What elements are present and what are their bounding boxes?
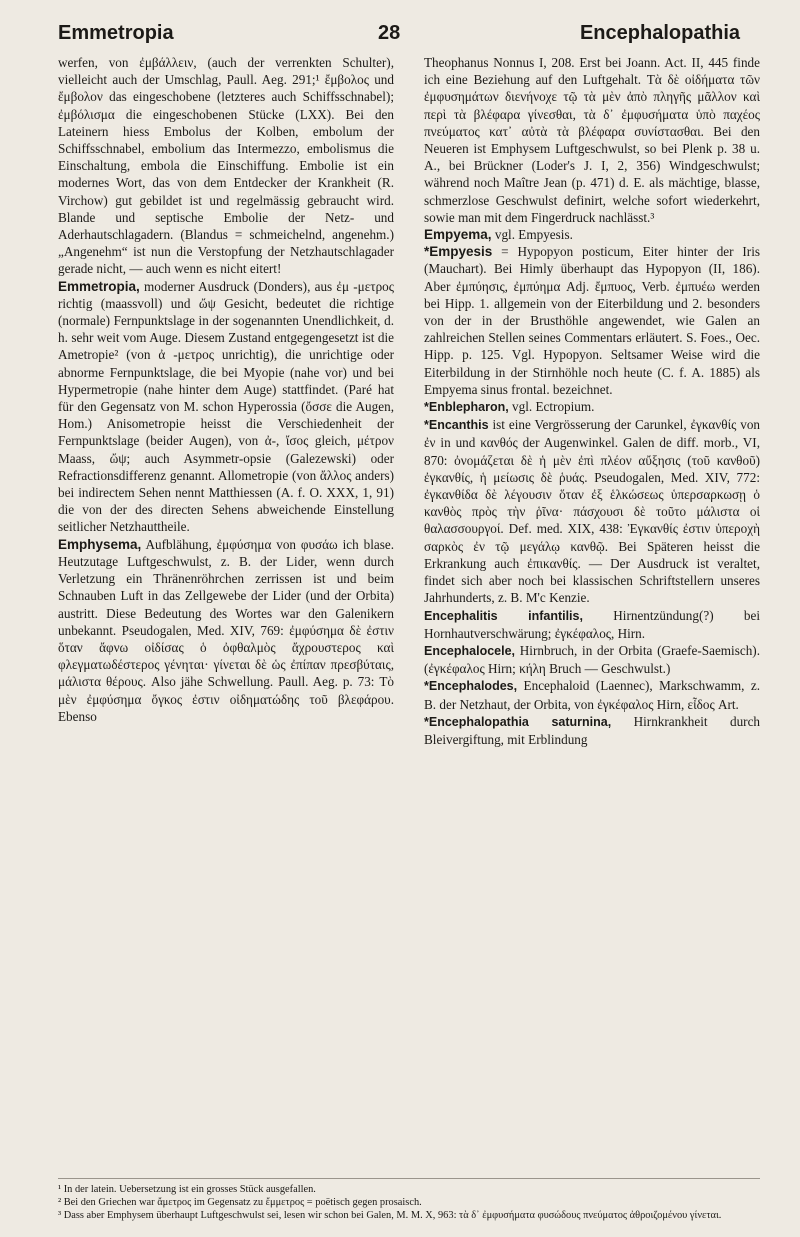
entry-head: Empyema, (424, 227, 492, 243)
header-left-term: Emmetropia (58, 22, 174, 44)
entry-emphysema (58, 536, 394, 725)
entry-continuation: werfen, von ἐμβάλλειν, (auch der verrenkten Schulter), vielleicht auch der Umschlag, Paull. Aeg. 291;¹ ἔμβολος und ἔμβολον das eingeschobene (letzteres auch Schiffsschnabel); ἐμβόλισμα die eingeschobenen Stücke (LXX). Bei den Lateinern hiess Embolus der Kolben, embolum der Schiffsschnabel, embolium das Intermezzo, embolismus die Einschaltung, embola die Einschiffung. Embolie ist ein modernes Wort, das von dem Entdecker der Krankheit (R. Virchow) gut gebildet ist und regelmässig gebraucht wird. Blande und septische Embolie der Netz- und Aderhautschlagadern. (Blandus = schmeichelnd, angenehm.) „Angenehm“ ist nun die Verstopfung der Netzhautschlagader gerade nicht, — auch wenn es nicht eitert! (58, 55, 394, 277)
entry-text: Encephaloid (Laennec), Markschwamm, z. B. der Netzhaut, der Orbita, von ἐγκέφαλος Hirn, εἶδος Art. (424, 678, 761, 712)
entry-head: Emphysema, (58, 536, 142, 552)
left-column (58, 54, 394, 725)
entry-head: Encephalitis infantilis, (424, 608, 583, 623)
entry-text: vgl. Ectropium. (512, 399, 595, 415)
right-column (424, 54, 760, 748)
entry-encephalodes (424, 677, 760, 712)
entry-head: *Encephalodes, (424, 679, 518, 694)
entry-text: Hirnkrankheit durch Bleivergiftung, mit Erblindung (424, 713, 761, 747)
running-header (58, 12, 760, 44)
entry-text: vgl. Empyesis. (494, 227, 573, 243)
entry-empyesis (424, 243, 760, 398)
entry-text: ist eine Vergrösserung der Carunkel, ἐγκανθίς von ἐν in und κανθός der Augenwinkel. Galen de diff. morb., VI, 870: ὀνομάζεται δὲ ἡ μὲν ἐπὶ πλέον αὔξησις (τοῦ κανθοῦ) ἐγκανθίς, ἡ μείωσις δὲ ῥυάς. Pseudogalen, Med. XIV, 772: ἐγκανθίδα δὲ λέγουσιν ὅταν ἐξ ἑλκώσεως ὑπερσαρκωσῃ ὁ κανθὸς πρὸς τὴν ῥῖνα· πάσχουσι δὲ τοῦτο μάλιστα οἱ θαλασσουργοί. Def. med. XIX, 438: Ἐγκανθίς ἐστιν ὑπεροχὴ σαρκὸς ἐν τῷ μεγάλῳ κανθῷ. Bei Späteren heisst die Erkrankung auch ἐπικανθίς. — Der Ausdruck ist veraltet, findet sich aber noch bei klassischen Schriftstellern unseres Jahrhunderts, z. B. M'c Kenzie. (424, 417, 761, 606)
entry-head: Encephalocele, (424, 643, 516, 658)
footnotes (58, 1178, 760, 1222)
footnote-3: ³ Dass aber Emphysem überhaupt Luftgeschwulst sei, lesen wir schon bei Galen, M. M. X, 963: τὰ δ᾽ ἐμφυσήματα φυσώδους πνεύματος ἀθροιζομένου γίνεται. (58, 1210, 722, 1221)
entry-encephalocele (424, 642, 760, 677)
entry-head: *Enblepharon, (424, 400, 509, 415)
entry-encephalopathia (424, 713, 760, 748)
entry-head: *Encephalopathia saturnina, (424, 714, 612, 729)
entry-enblepharon (424, 398, 760, 416)
entry-continuation: Theophanus Nonnus I, 208. Erst bei Joann. Act. II, 445 finde ich eine Beziehung auf den Luftgehalt. Τὰ δὲ οἰδήματα τῶν ἐμφυσημάτων διενήνοχε τῷ τὰ μὲν ἀπὸ πληγῆς μᾶλλον καὶ περὶ τὰ βλέφαρα γίνεσθαι, τὰ δ᾽ ἐμφυσήματα ὑπὸ παχέος πνεύματος κατ᾽ αὐτὰ τὰ βλέφαρα συνίστασθαι. Bei den Neueren ist Emphysem Luftgeschwulst, so bei Plenk p. 38 u. A., bei Brückner (Loder's J. I, 2, 356) Windgeschwulst; während noch Maître Jean (p. 471) d. E. als mächtige, blasse, schmerzlose Geschwulst definirt, welche sofort wiederkehrt, sowie man mit dem Fingerdruck nachlässt.³ (424, 55, 760, 225)
entry-head: Emmetropia, (58, 278, 140, 294)
entry-text: Hirnbruch, in der Orbita (Graefe-Saemisch). (ἐγκέφαλος Hirn; κήλη Bruch — Geschwulst.) (424, 642, 760, 677)
footnote-1: ¹ In der latein. Uebersetzung ist ein grosses Stück ausgefallen. (58, 1184, 316, 1195)
header-right-term: Encephalopathia (579, 22, 740, 44)
entry-head: *Empyesis (424, 244, 493, 260)
entry-encanthis (424, 416, 760, 606)
entry-text: moderner Ausdruck (Donders), aus ἐμ -μετρος richtig (maassvoll) und ὤψ Gesicht, bedeutet die richtige (normale) Fernpunktslage in der sogenannten Unendlichkeit, d. h. sehr weit vom Auge. Diesem Zustand entgegengesetzt ist die Ametropie² (von ἀ -μετρος unrichtig), die unrichtige oder abnorme Fernpunktslage, die bei Myopie (nahe vor) und bei Hypermetropie (nahe hinter dem Auge) stattfindet. (Paré hat für den Gegensatz von M. schon Hyperossia (ὄσσε die Augen, Hom.) Anisometropie heisst die Verschiedenheit der Fernpunktslage (beider Augen), von ἀ-, ἴσος gleich, μέτρον Maass, ὤψ; auch Asymmetr-opsie (Galezewski) oder Refractionsdifferenz genannt. Allometropie (von ἄλλος anders) bei indirectem Sehen nennt Matthiessen (A. f. O. XXX, 1, 91) die von der des directen Sehens abweichende Einstellung seitlicher Netzhauttheile. (58, 278, 394, 535)
entry-empyema (424, 226, 760, 243)
entry-text: Hirnentzündung(?) bei Hornhautverschwärung; ἐγκέφαλος, Hirn. (424, 607, 760, 641)
entry-emmetropia (58, 278, 394, 536)
footnote-2: ² Bei den Griechen war ἄμετρος im Gegensatz zu ἔμμετρος = poëtisch gegen prosaisch. (58, 1197, 422, 1208)
entry-text: Aufblähung, ἐμφύσημα von φυσάω ich blase. Heutzutage Luftgeschwulst, z. B. der Lider, wenn durch Verletzung ein Thränenröhrchen zerrissen ist und beim Schnauben Luft in das Zellgewebe der Lider (und der Orbita) austritt. Diese Bedeutung des Wortes war den Galenikern unbekannt. Pseudogalen, Med. XIV, 769: ἐμφύσημα δὲ ἐστιν ὅταν ἄφνω οἰδίσας ὁ ὀφθαλμὸς ἄχρουστερος καὶ φλεγματωδέστερος γένηται· γίνεται δὲ ὡς ἐπίπαν πρεσβύταις, μάλιστα θέρους. Also jähe Schwellung. Paull. Aeg. p. 73: Τὸ μὲν ἐμφύσημα ὄγκος ἐστιν οἰδηματώδης τοῦ βλεφάρου. Ebenso (58, 536, 394, 724)
entry-text: = Hypopyon posticum, Eiter hinter der Iris (Mauchart). Bei Himly überhaupt das Hypopyon (II, 186). Aber ἐμπύησις, ἐμπύημα Adj. ἔμπυος, Verb. ἐμπυέω werden bei Hipp. 1. allgemein von der Eiterbildung und 2. besonders von der in der Brusthöhle angewendet, wie Galen an zahlreichen Stellen seines Commentars erläutert. S. Foes., Oec. Hipp. p. 125. Vgl. Hypopyon. Seltsamer Weise wird die Eiterbildung in der Stirnhöhle noch heute (C. f. A. 1885) als Empyema sinus frontal. bezeichnet. (424, 244, 760, 397)
text-columns (58, 54, 760, 1154)
entry-encephalitis (424, 607, 760, 642)
entry-head: *Encanthis (424, 418, 489, 433)
page-number: 28 (378, 22, 401, 44)
